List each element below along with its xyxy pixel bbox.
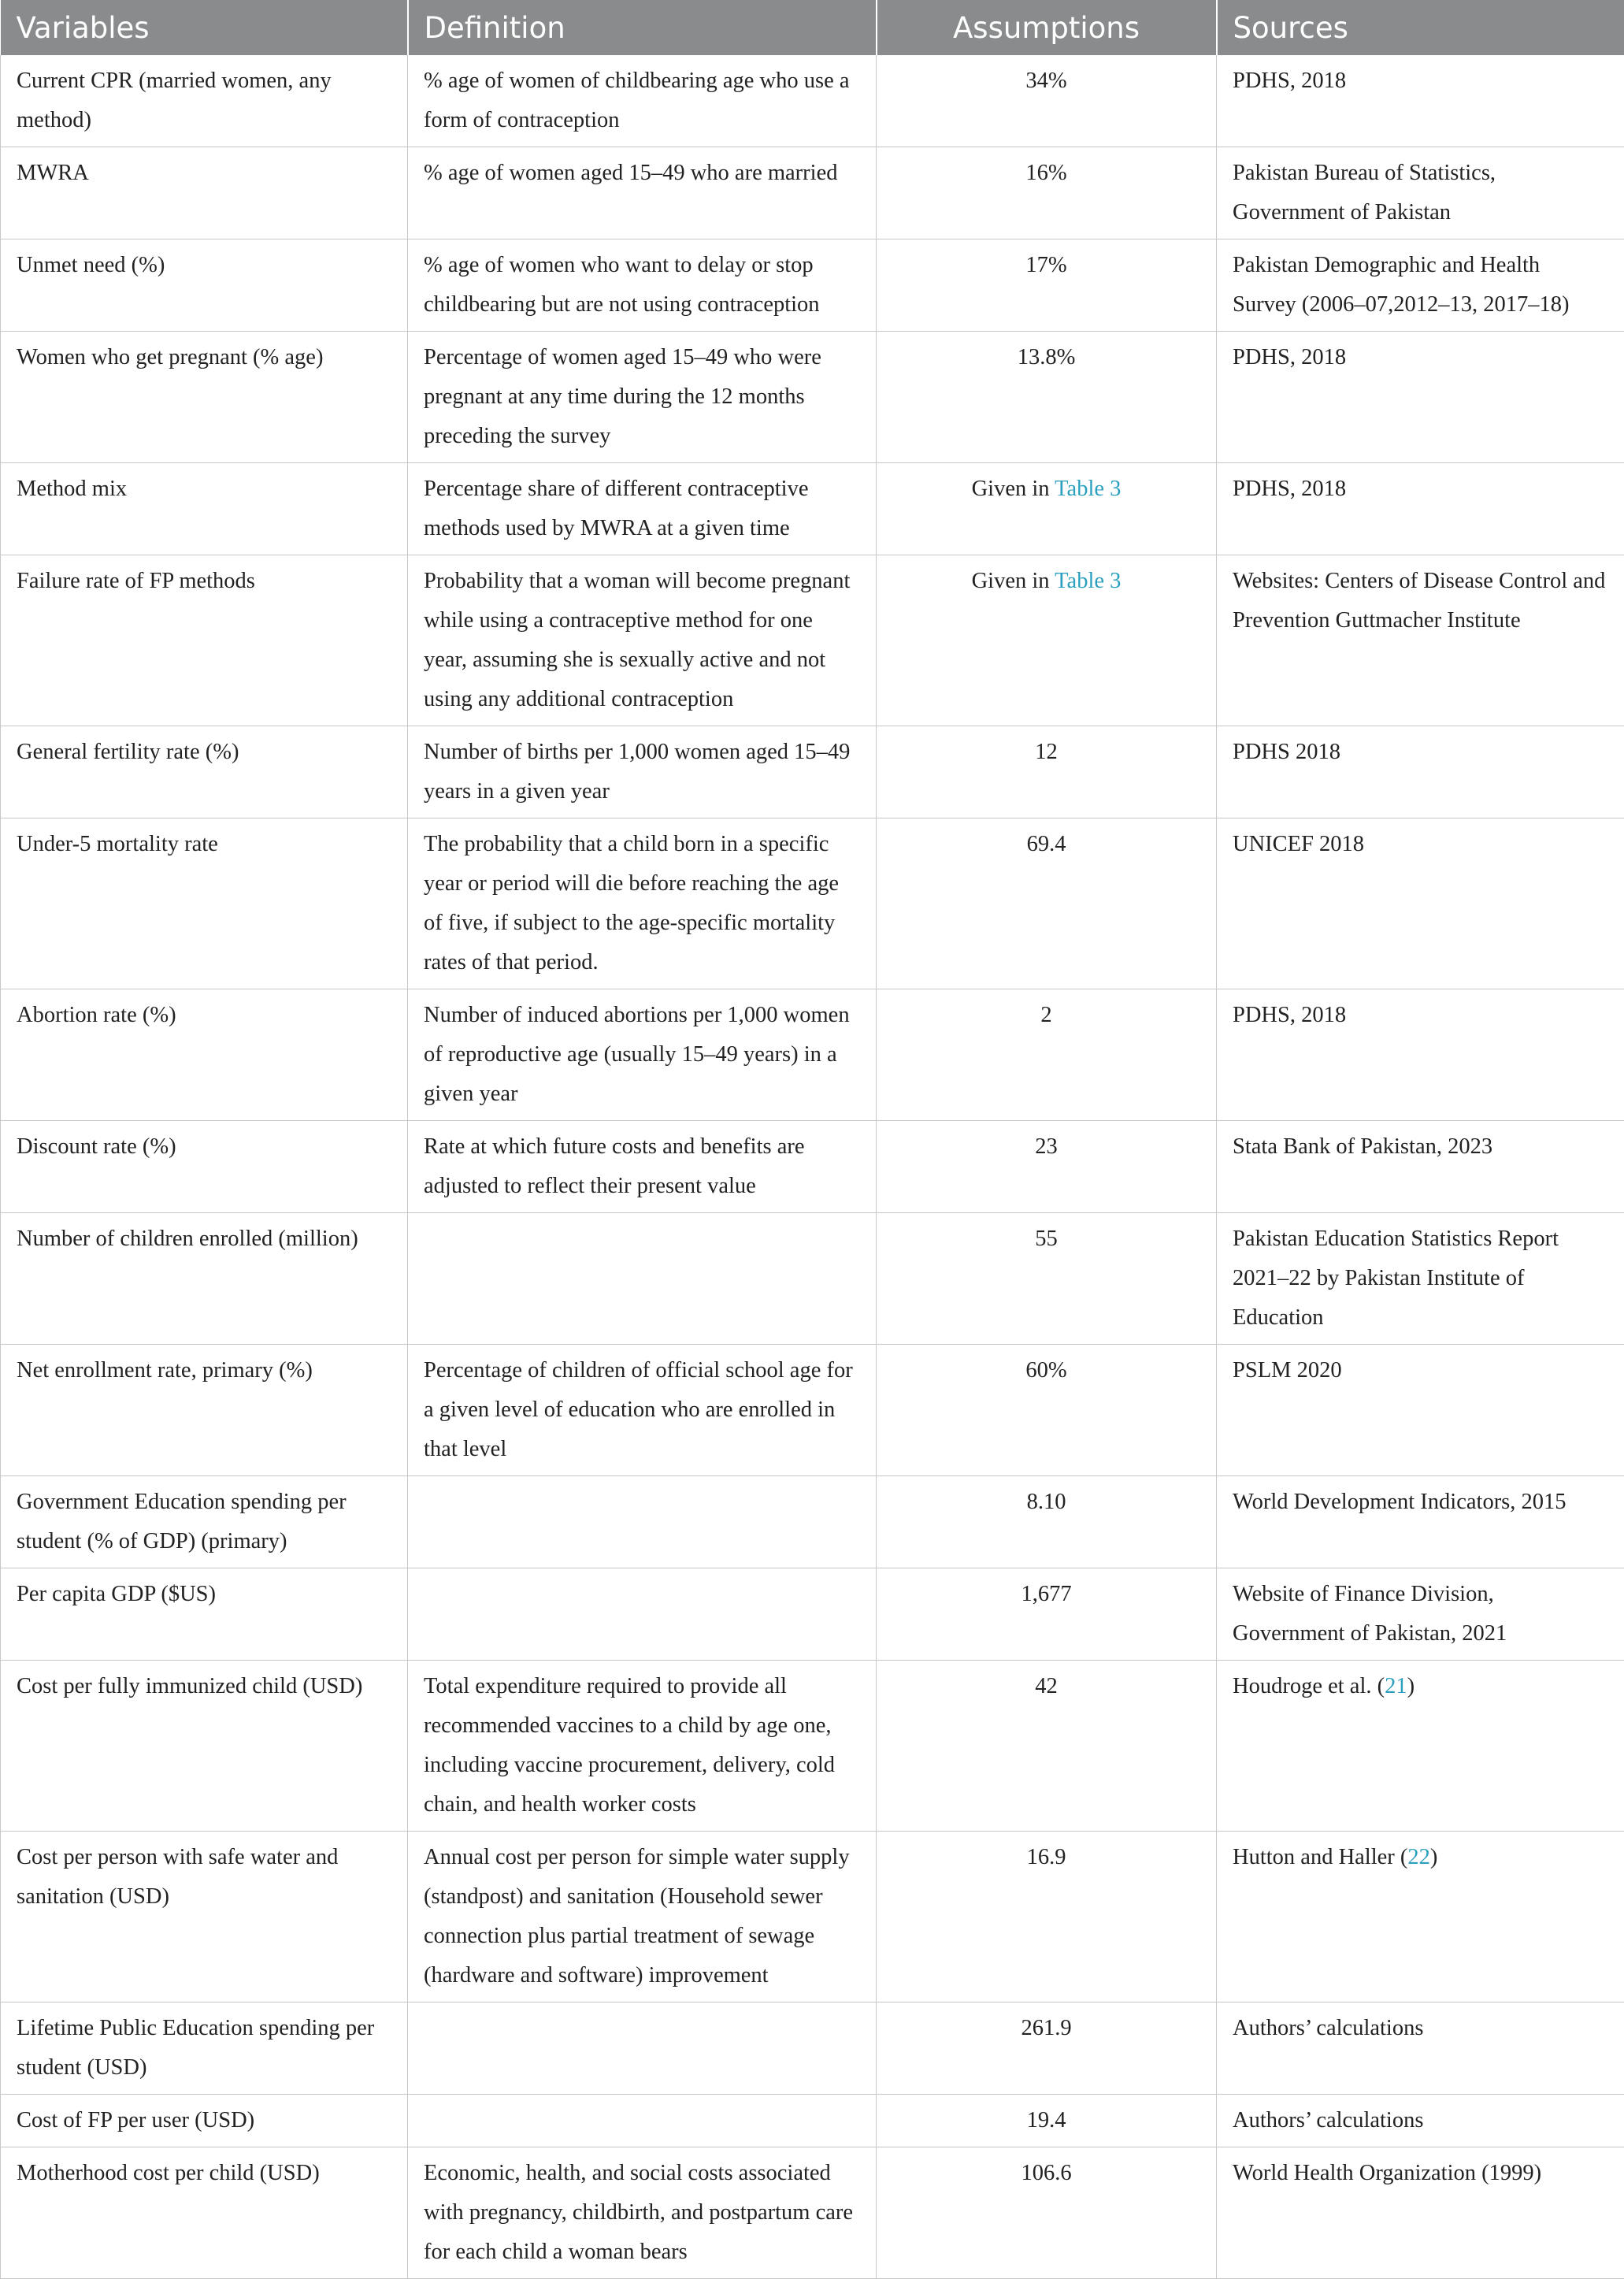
source-cell: PDHS 2018 — [1217, 726, 1624, 818]
variable-cell: Cost of FP per user (USD) — [1, 2095, 408, 2147]
source-cell: PDHS, 2018 — [1217, 989, 1624, 1121]
table-row — [1, 239, 1624, 332]
variable-cell: Unmet need (%) — [1, 239, 408, 332]
assumption-cell: 12 — [877, 726, 1217, 818]
source-cell — [1217, 1832, 1624, 2002]
variable-cell: Cost per fully immunized child (USD) — [1, 1661, 408, 1832]
table-row — [1, 55, 1624, 147]
variable-cell: Failure rate of FP methods — [1, 555, 408, 726]
source-suffix: ) — [1430, 1845, 1438, 1869]
header-definition: Definition — [408, 0, 877, 55]
definition-cell: Economic, health, and social costs associated with pregnancy, childbirth, and postpartum care for each child a woman bears — [408, 2147, 877, 2279]
assumption-cell: 16% — [877, 147, 1217, 239]
table-row — [1, 818, 1624, 989]
definition-cell: Percentage of children of official school age for a given level of education who are enrolled in that level — [408, 1345, 877, 1476]
assumption-cell: 34% — [877, 55, 1217, 147]
assumption-cell: 42 — [877, 1661, 1217, 1832]
source-cell: UNICEF 2018 — [1217, 818, 1624, 989]
assumption-cell: 13.8% — [877, 332, 1217, 463]
variable-cell: Per capita GDP ($US) — [1, 1568, 408, 1661]
definition-cell: Number of births per 1,000 women aged 15–49 years in a given year — [408, 726, 877, 818]
variable-cell: Abortion rate (%) — [1, 989, 408, 1121]
variable-cell: MWRA — [1, 147, 408, 239]
assumption-cell: 60% — [877, 1345, 1217, 1476]
variable-cell: Women who get pregnant (% age) — [1, 332, 408, 463]
header-row — [1, 0, 1624, 55]
definition-cell: % age of women who want to delay or stop childbearing but are not using contraception — [408, 239, 877, 332]
table-row — [1, 726, 1624, 818]
table-row — [1, 2147, 1624, 2279]
source-cell: Pakistan Demographic and Health Survey (2006–07,2012–13, 2017–18) — [1217, 239, 1624, 332]
citation-link[interactable]: 22 — [1407, 1845, 1430, 1869]
table-row — [1, 2002, 1624, 2095]
table-row — [1, 1568, 1624, 1661]
source-cell: Authors’ calculations — [1217, 2095, 1624, 2147]
assumption-cell: 17% — [877, 239, 1217, 332]
assumption-cell: 1,677 — [877, 1568, 1217, 1661]
assumption-cell: 2 — [877, 989, 1217, 1121]
source-text: Hutton and Haller ( — [1233, 1845, 1407, 1869]
table-reference-link[interactable]: Table 3 — [1055, 569, 1121, 593]
source-cell: Stata Bank of Pakistan, 2023 — [1217, 1121, 1624, 1213]
table-row — [1, 1213, 1624, 1345]
variable-cell: Lifetime Public Education spending per student (USD) — [1, 2002, 408, 2095]
source-cell: World Health Organization (1999) — [1217, 2147, 1624, 2279]
assumption-text: Given in — [972, 477, 1055, 501]
source-cell: PDHS, 2018 — [1217, 332, 1624, 463]
assumption-cell: 55 — [877, 1213, 1217, 1345]
source-cell: Website of Finance Division, Government of Pakistan, 2021 — [1217, 1568, 1624, 1661]
header-variables: Variables — [1, 0, 408, 55]
table-row — [1, 1661, 1624, 1832]
table-row — [1, 555, 1624, 726]
table-reference-link[interactable]: Table 3 — [1055, 477, 1121, 501]
definition-cell: Annual cost per person for simple water supply (standpost) and sanitation (Household sewer connection plus partial treatment of sewage (hardware and software) improvement — [408, 1832, 877, 2002]
assumption-cell: 69.4 — [877, 818, 1217, 989]
source-cell — [1217, 1661, 1624, 1832]
definition-cell: Percentage of women aged 15–49 who were pregnant at any time during the 12 months preceding the survey — [408, 332, 877, 463]
variable-cell: Number of children enrolled (million) — [1, 1213, 408, 1345]
variable-cell: Net enrollment rate, primary (%) — [1, 1345, 408, 1476]
assumption-cell — [877, 555, 1217, 726]
table-row — [1, 463, 1624, 555]
variable-cell: Motherhood cost per child (USD) — [1, 2147, 408, 2279]
table-header — [1, 0, 1624, 55]
variable-cell: Government Education spending per student (% of GDP) (primary) — [1, 1476, 408, 1568]
assumption-cell — [877, 463, 1217, 555]
source-cell: PSLM 2020 — [1217, 1345, 1624, 1476]
source-cell: PDHS, 2018 — [1217, 463, 1624, 555]
source-suffix: ) — [1407, 1674, 1415, 1698]
variable-cell: General fertility rate (%) — [1, 726, 408, 818]
definition-cell: Number of induced abortions per 1,000 women of reproductive age (usually 15–49 years) in a given year — [408, 989, 877, 1121]
assumption-cell: 19.4 — [877, 2095, 1217, 2147]
assumption-cell: 23 — [877, 1121, 1217, 1213]
header-assumptions: Assumptions — [877, 0, 1217, 55]
source-cell: Pakistan Bureau of Statistics, Government of Pakistan — [1217, 147, 1624, 239]
table-row — [1, 1121, 1624, 1213]
source-cell: Pakistan Education Statistics Report 2021–22 by Pakistan Institute of Education — [1217, 1213, 1624, 1345]
definition-cell: Probability that a woman will become pregnant while using a contraceptive method for one year, assuming she is sexually active and not using any additional contraception — [408, 555, 877, 726]
table-row — [1, 1832, 1624, 2002]
definition-cell — [408, 2095, 877, 2147]
definition-cell — [408, 2002, 877, 2095]
variable-cell: Current CPR (married women, any method) — [1, 55, 408, 147]
source-cell: PDHS, 2018 — [1217, 55, 1624, 147]
assumption-cell: 261.9 — [877, 2002, 1217, 2095]
definition-cell: The probability that a child born in a specific year or period will die before reaching the age of five, if subject to the age-specific mortality rates of that period. — [408, 818, 877, 989]
definition-cell: Rate at which future costs and benefits are adjusted to reflect their present value — [408, 1121, 877, 1213]
variable-cell: Under-5 mortality rate — [1, 818, 408, 989]
definition-cell: % age of women of childbearing age who use a form of contraception — [408, 55, 877, 147]
variable-cell: Discount rate (%) — [1, 1121, 408, 1213]
table-row — [1, 147, 1624, 239]
table-body — [1, 55, 1624, 2279]
table-row — [1, 1345, 1624, 1476]
source-text: Houdroge et al. ( — [1233, 1674, 1385, 1698]
source-cell: Websites: Centers of Disease Control and Prevention Guttmacher Institute — [1217, 555, 1624, 726]
definition-cell — [408, 1476, 877, 1568]
definition-cell — [408, 1213, 877, 1345]
table-row — [1, 2095, 1624, 2147]
assumption-cell: 8.10 — [877, 1476, 1217, 1568]
header-sources: Sources — [1217, 0, 1624, 55]
definition-cell: Percentage share of different contraceptive methods used by MWRA at a given time — [408, 463, 877, 555]
definition-cell: % age of women aged 15–49 who are married — [408, 147, 877, 239]
citation-link[interactable]: 21 — [1385, 1674, 1407, 1698]
assumption-cell: 106.6 — [877, 2147, 1217, 2279]
table-row — [1, 989, 1624, 1121]
source-cell: Authors’ calculations — [1217, 2002, 1624, 2095]
table-row — [1, 1476, 1624, 1568]
source-cell: World Development Indicators, 2015 — [1217, 1476, 1624, 1568]
assumption-text: Given in — [972, 569, 1055, 593]
table-row — [1, 332, 1624, 463]
variable-cell: Cost per person with safe water and sanitation (USD) — [1, 1832, 408, 2002]
assumption-cell: 16.9 — [877, 1832, 1217, 2002]
variable-cell: Method mix — [1, 463, 408, 555]
definition-cell: Total expenditure required to provide all recommended vaccines to a child by age one, including vaccine procurement, delivery, cold chain, and health worker costs — [408, 1661, 877, 1832]
definition-cell — [408, 1568, 877, 1661]
